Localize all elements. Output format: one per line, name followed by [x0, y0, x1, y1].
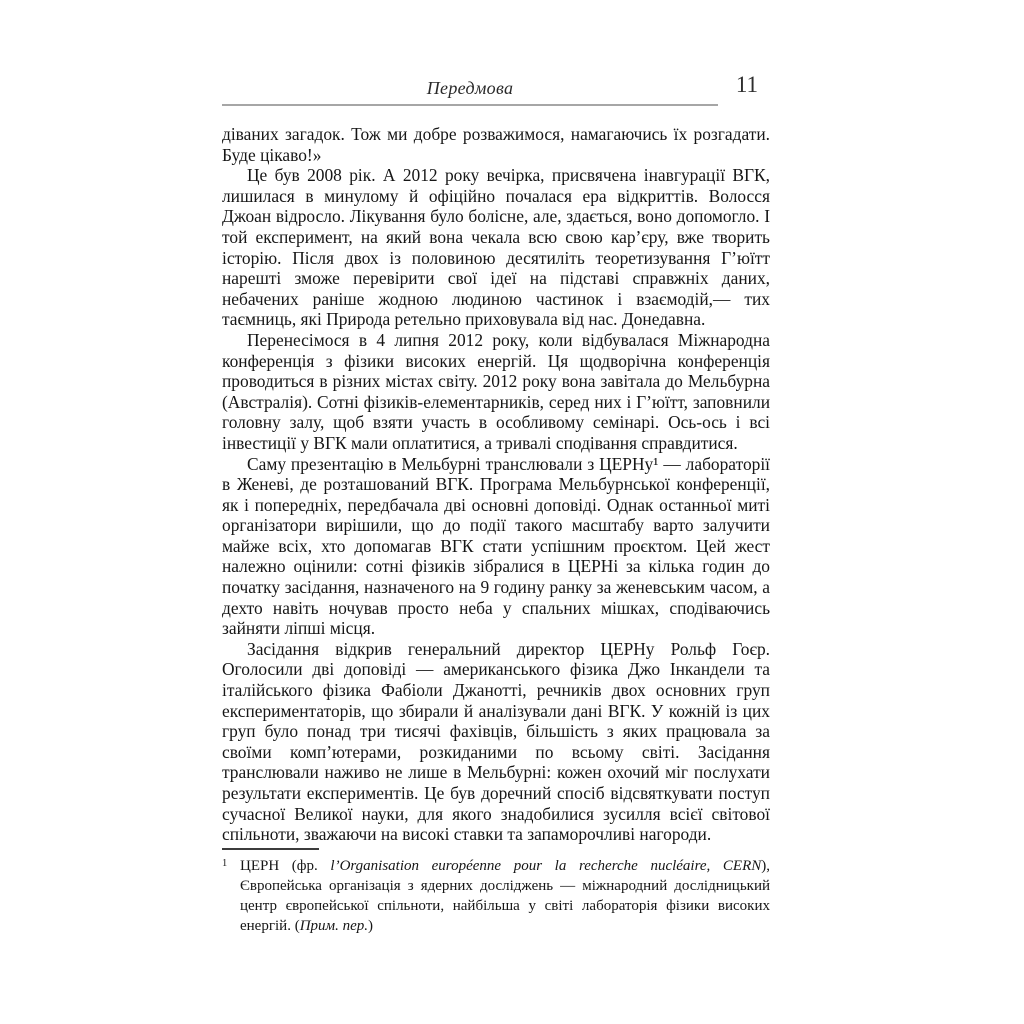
- paragraph: Саму презентацію в Мельбурні транслювали з ЦЕРНу¹ — лабораторії в Женеві, де розташований ВГК. Програма Мельбурнської конференції, як і попередніх, передбачала дві основні доповіді. Однак останньої миті організатори вирішили, що до події такого масштабу варто залучити майже всіх, хто допомагав ВГК стати успішним проєктом. Цей жест належно оцінили: сотні фізиків зібралися в ЦЕРНі за кілька годин до початку засідання, назначеного на 9 годину ранку за женевським часом, а дехто навіть ночував просто неба у спальних мішках, сподіваючись зайняти ліпші місця.: [222, 453, 770, 639]
- running-header: [222, 72, 770, 108]
- header-rule: [222, 78, 718, 106]
- footnote-marker: 1: [222, 858, 228, 869]
- footnote-french-name: l’Organisation européenne pour la recherche nucléaire, CERN: [330, 858, 762, 874]
- paragraph: Засідання відкрив генеральний директор ЦЕРНу Рольф Гоєр. Оголосили дві доповіді — американського фізика Джо Інкандели та італійського фізика Фабіоли Джанотті, речників двох основних груп експериментаторів, що збирали й аналізували дані ВГК. У кожній із цих груп було понад три тисячі фахівців, більшість з яких працювала за своїми комп’ютерами, розкиданими по всьому світі. Засідання транслювали наживо не лише в Мельбурні: кожен охочий міг послухати результати експериментів. Це був доречний спосіб відсвяткувати поступ сучасної Великої науки, для якого знадобилися зусилля всієї світової спільноти, зважаючи на високі ставки та запаморочливі нагороди.: [222, 638, 770, 845]
- footnote-text: [222, 856, 770, 936]
- paragraph: Це був 2008 рік. А 2012 року вечірка, присвячена інавгурації ВГК, лишилася в минулому й офіційно почалася ера відкриттів. Волосся Джоан відросло. Лікування було болісне, але, здається, воно допомогло. І той експеримент, на який вона чекала всю свою кар’єру, вже творить історію. Після двох із половиною десятиліть теоретизування Г’юїтт нарешті зможе перевірити свої ідеї на підставі справжніх даних, небачених раніше жодною людиною частинок і взаємодій,— тих таємниць, які Природа ретельно приховувала від нас. Донедавна.: [222, 165, 770, 330]
- footnote-tail: ): [368, 918, 374, 934]
- body-text: [222, 124, 770, 845]
- footnote-separator: [222, 848, 319, 850]
- footnote-translator-note: Прим. пер.: [299, 918, 369, 934]
- page-number: 11: [735, 72, 758, 97]
- paragraph: Перенесімося в 4 липня 2012 року, коли відбувалася Міжнародна конференція з фізики високих енергій. Ця щодворічна конференція проводиться в різних містах світу. 2012 року вона завітала до Мельбурна (Австралія). Сотні фізиків-елементарників, серед них і Г’юїтт, заповнили головну залу, щоб взяти участь в особливому семінарі. Ось-ось і всі інвестиції у ВГК мали оплатитися, а тривалі сподівання справдитися.: [222, 329, 770, 453]
- paragraph: діваних загадок. Тож ми добре розважимося, намагаючись їх розгадати. Буде цікаво!»: [222, 124, 770, 165]
- running-title: Передмова: [426, 78, 514, 98]
- footnote: [222, 848, 770, 936]
- footnote-lead: ЦЕРН (фр.: [240, 858, 331, 874]
- footnote-middle: ), Європейська організація з ядерних досліджень — міжнародний дослідницький центр європейської спільноти, найбільша у світі лабораторія фізики високих енергій. (: [240, 858, 770, 934]
